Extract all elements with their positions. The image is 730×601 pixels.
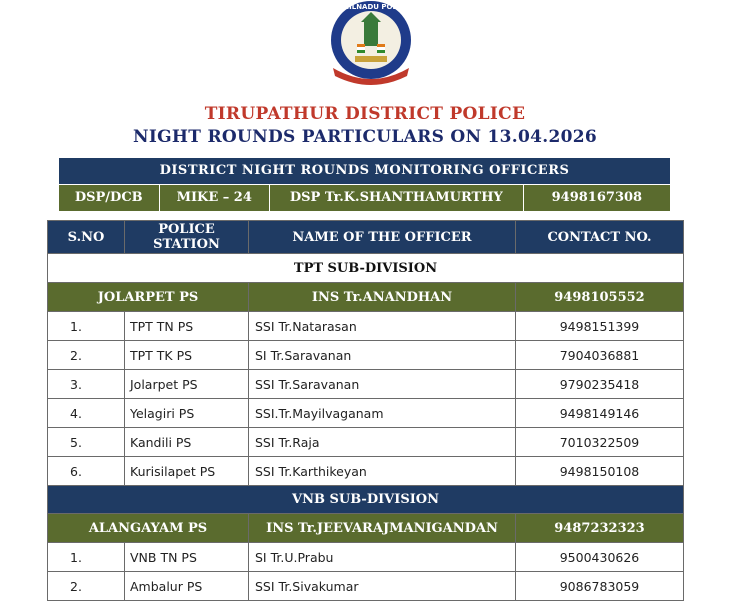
subdivision-row	[48, 254, 684, 283]
row-station: Kandili PS	[125, 428, 249, 457]
row-officer: SSI.Tr.Mayilvaganam	[249, 399, 516, 428]
inspector-station: ALANGAYAM PS	[48, 514, 249, 543]
row-station: Jolarpet PS	[125, 370, 249, 399]
row-contact: 9498151399	[516, 312, 684, 341]
row-officer: SSI Tr.Saravanan	[249, 370, 516, 399]
inspector-officer: INS Tr.ANANDHAN	[249, 283, 516, 312]
row-station: TPT TK PS	[125, 341, 249, 370]
col-station-label: POLICE STATION	[153, 222, 220, 252]
row-contact: 9500430626	[516, 543, 684, 572]
row-officer: SSI Tr.Raja	[249, 428, 516, 457]
monitoring-row	[59, 185, 670, 211]
row-station: Kurisilapet PS	[125, 457, 249, 486]
table-row	[48, 399, 684, 428]
row-contact: 9498150108	[516, 457, 684, 486]
col-contact: CONTACT NO.	[516, 221, 684, 254]
row-sno: 2.	[48, 341, 125, 370]
table-row	[48, 543, 684, 572]
row-contact: 9790235418	[516, 370, 684, 399]
row-contact: 9086783059	[516, 572, 684, 601]
night-rounds-table	[47, 220, 684, 601]
col-officer: NAME OF THE OFFICER	[249, 221, 516, 254]
inspector-row	[48, 283, 684, 312]
table-row	[48, 370, 684, 399]
monitoring-unit: DSP/DCB	[74, 190, 143, 205]
row-sno: 5.	[48, 428, 125, 457]
page-subtitle: NIGHT ROUNDS PARTICULARS ON 13.04.2026	[133, 127, 597, 147]
monitoring-officer: DSP Tr.K.SHANTHAMURTHY	[269, 185, 523, 211]
row-station: TPT TN PS	[125, 312, 249, 341]
subdivision-name: VNB SUB-DIVISION	[48, 486, 684, 514]
table-row	[48, 428, 684, 457]
emblem-text: TAMILNADU POLICE	[332, 3, 410, 11]
tamilnadu-police-emblem	[327, 0, 415, 86]
table-header-row	[48, 221, 684, 254]
row-sno: 1.	[48, 312, 125, 341]
row-sno: 3.	[48, 370, 125, 399]
inspector-station: JOLARPET PS	[48, 283, 249, 312]
row-officer: SI Tr.U.Prabu	[249, 543, 516, 572]
subdivision-row	[48, 486, 684, 514]
monitoring-callsign: MIKE – 24	[159, 185, 269, 211]
inspector-contact: 9487232323	[516, 514, 684, 543]
row-station: Ambalur PS	[125, 572, 249, 601]
table-row	[48, 341, 684, 370]
row-contact: 9498149146	[516, 399, 684, 428]
row-contact: 7010322509	[516, 428, 684, 457]
inspector-officer: INS Tr.JEEVARAJMANIGANDAN	[249, 514, 516, 543]
row-officer: SSI Tr.Karthikeyan	[249, 457, 516, 486]
monitoring-heading: DISTRICT NIGHT ROUNDS MONITORING OFFICERS	[59, 158, 670, 184]
row-contact: 7904036881	[516, 341, 684, 370]
monitoring-contact: 9498167308	[523, 185, 670, 211]
inspector-row	[48, 514, 684, 543]
row-sno: 1.	[48, 543, 125, 572]
row-station: VNB TN PS	[125, 543, 249, 572]
inspector-contact: 9498105552	[516, 283, 684, 312]
row-sno: 4.	[48, 399, 125, 428]
table-row	[48, 457, 684, 486]
row-sno: 6.	[48, 457, 125, 486]
row-officer: SSI Tr.Sivakumar	[249, 572, 516, 601]
table-row	[48, 312, 684, 341]
row-officer: SI Tr.Saravanan	[249, 341, 516, 370]
row-sno: 2.	[48, 572, 125, 601]
subdivision-name: TPT SUB-DIVISION	[48, 254, 684, 283]
table-row	[48, 572, 684, 601]
page-title: TIRUPATHUR DISTRICT POLICE	[204, 104, 526, 124]
row-officer: SSI Tr.Natarasan	[249, 312, 516, 341]
col-station	[125, 221, 249, 254]
col-sno: S.NO	[48, 221, 125, 254]
monitoring-officers-block	[59, 158, 670, 211]
row-station: Yelagiri PS	[125, 399, 249, 428]
